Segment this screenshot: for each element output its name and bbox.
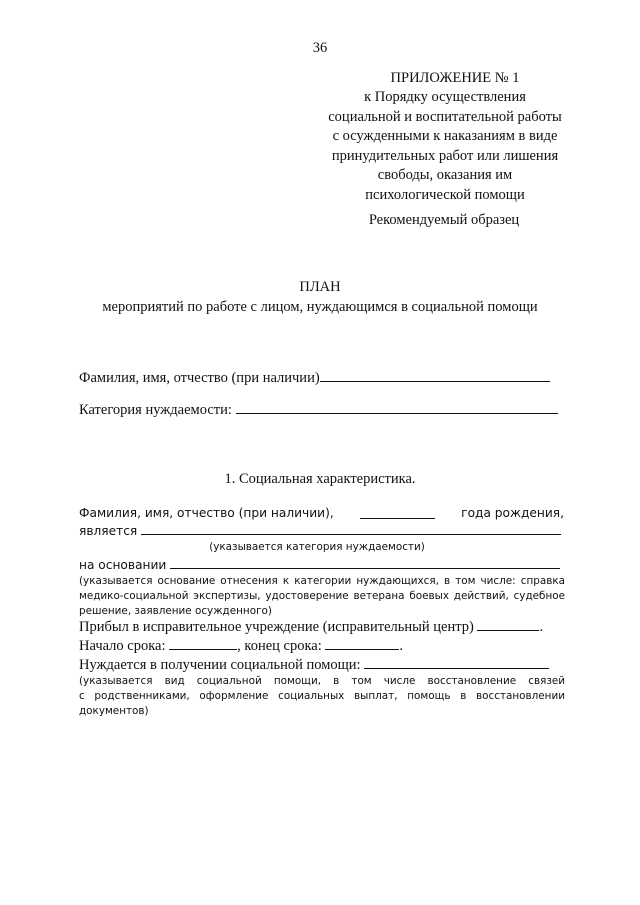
start-label: Начало срока:: [79, 638, 166, 654]
needs-line: [79, 656, 549, 674]
is-blank[interactable]: [141, 522, 561, 535]
arrived-label: Прибыл в исправительное учреждение (исправительный центр): [79, 619, 474, 635]
hint-line: документов): [79, 705, 149, 717]
hint-line: решение, заявление осужденного): [79, 605, 272, 617]
needs-hint: [79, 674, 565, 719]
fio-blank[interactable]: [320, 369, 550, 382]
arrived-blank[interactable]: [477, 618, 539, 631]
is-line: [79, 522, 561, 538]
category-blank[interactable]: [236, 401, 558, 414]
appendix-line: социальной и воспитательной работы: [328, 108, 562, 125]
appendix-line: принудительных работ или лишения: [331, 147, 559, 164]
needs-label: Нуждается в получении социальной помощи:: [79, 657, 361, 673]
is-label: является: [79, 524, 138, 538]
is-hint: (указывается категория нуждаемости): [209, 541, 425, 553]
end-label: , конец срока:: [237, 638, 322, 654]
hint-line: (указывается вид социальной помощи, в том числе восстановление связей: [79, 675, 565, 687]
start-blank[interactable]: [169, 637, 237, 650]
basis-hint: [79, 574, 565, 619]
appendix-block: [328, 88, 562, 205]
section-heading: 1. Социальная характеристика.: [224, 471, 416, 487]
appendix-line: с осужденными к наказаниям в виде: [332, 128, 558, 144]
plan-title: ПЛАН: [299, 279, 341, 295]
fio-label: Фамилия, имя, отчество (при наличии): [79, 370, 320, 386]
category-field: [79, 401, 558, 419]
basis-blank[interactable]: [170, 556, 560, 569]
end-blank[interactable]: [325, 637, 399, 650]
appendix-title: ПРИЛОЖЕНИЕ № 1: [390, 70, 520, 86]
birth-year-blank[interactable]: [360, 506, 435, 519]
needs-blank[interactable]: [364, 656, 549, 669]
appendix-line: свободы, оказания им: [377, 167, 513, 183]
category-label: Категория нуждаемости:: [79, 402, 232, 418]
fio-birth-line: [79, 506, 564, 520]
sample-label: Рекомендуемый образец: [368, 212, 520, 228]
arrived-line: Прибыл в исправительное учреждение (исправительный центр) .: [79, 619, 544, 635]
birth-year-label: года рождения,: [461, 506, 564, 520]
page-number: 36: [312, 40, 328, 56]
basis-line: [79, 556, 560, 572]
term-line: Начало срока: , конец срока: .: [79, 638, 404, 654]
hint-line: (указывается основание отнесения к категории нуждающихся, в том числе: справка: [79, 575, 565, 587]
appendix-line: психологической помощи: [365, 186, 525, 203]
basis-label: на основании: [79, 558, 167, 572]
fio-field: [79, 369, 550, 387]
fio-birth-label: Фамилия, имя, отчество (при наличии),: [79, 506, 334, 520]
hint-line: медико-социальной экспертизы, удостоверение ветерана боевых действий, судебное: [79, 590, 565, 602]
plan-subtitle: мероприятий по работе с лицом, нуждающимся в социальной помощи: [102, 299, 538, 315]
hint-line: с родственниками, оформление социальных выплат, помощь в восстановлении: [79, 690, 565, 702]
appendix-line: к Порядку осуществления: [364, 89, 526, 105]
